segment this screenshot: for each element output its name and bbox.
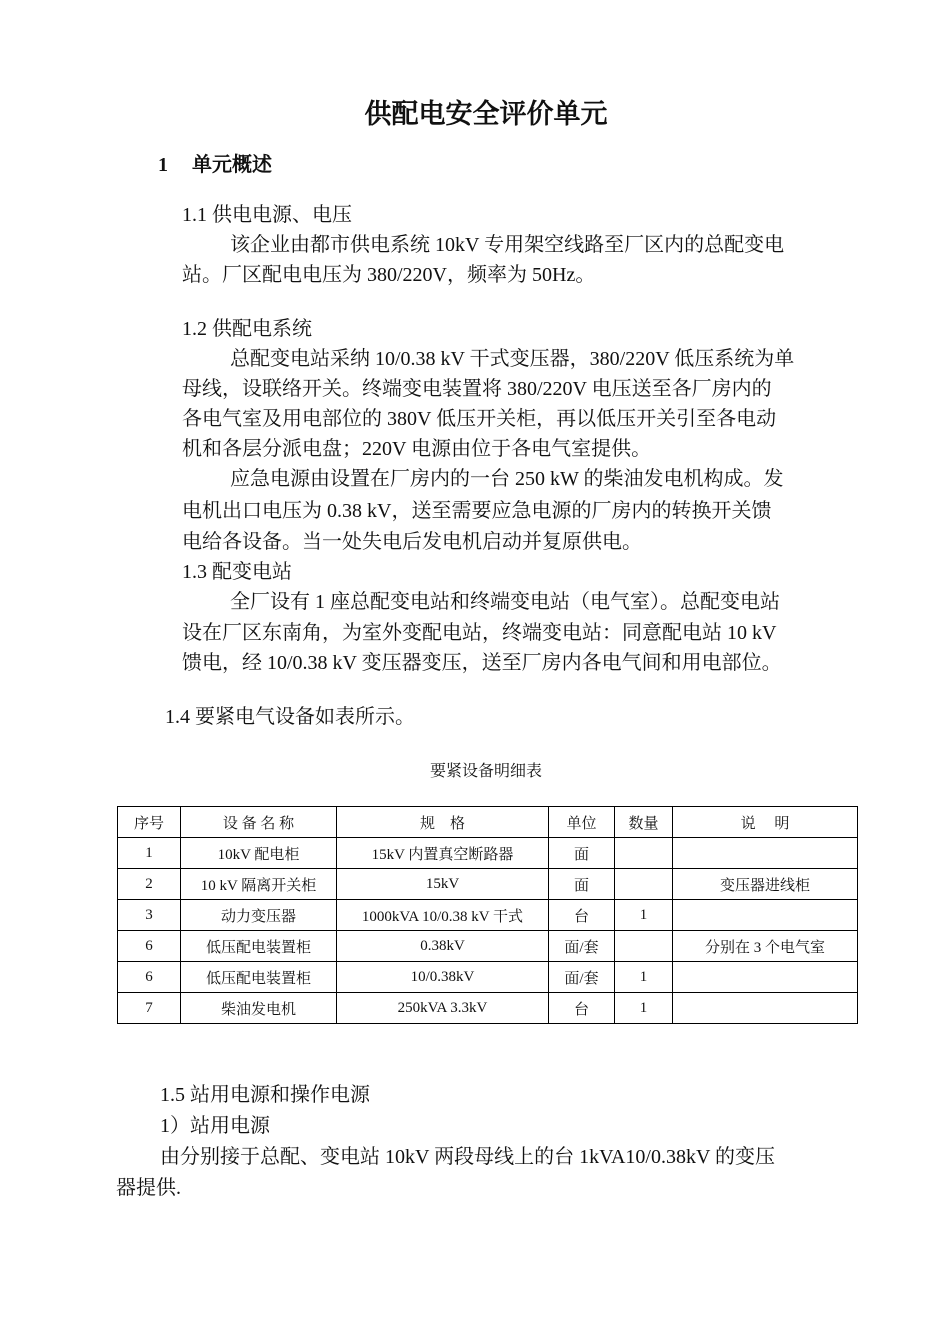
- table-cell: 10 kV 隔离开关柜: [181, 869, 337, 900]
- table-row: [118, 838, 858, 869]
- paragraph-line: 设在厂区东南角，为室外变配电站，终端变电站：同意配电站 10 kV: [182, 622, 777, 644]
- paragraph-line: 全厂设有 1 座总配变电站和终端变电站（电气室）。总配变电站: [230, 591, 780, 613]
- table-row: [118, 900, 858, 931]
- table-cell: 1: [615, 900, 673, 931]
- table-cell: 台: [549, 993, 615, 1024]
- header-cell: 说 明: [673, 807, 858, 838]
- subsection-heading-1-4: 1.4 要紧电气设备如表所示。: [165, 706, 415, 728]
- table-row: [118, 993, 858, 1024]
- table-cell: 10kV 配电柜: [181, 838, 337, 869]
- table-cell: [673, 900, 858, 931]
- table-cell: 面/套: [549, 931, 615, 962]
- table-cell: 250kVA 3.3kV: [337, 993, 549, 1024]
- paragraph-line: 电机出口电压为 0.38 kV，送至需要应急电源的厂房内的转换开关馈: [182, 500, 772, 522]
- table-cell: 6: [118, 931, 181, 962]
- table-cell: 1000kVA 10/0.38 kV 干式: [337, 900, 549, 931]
- header-cell: 序号: [118, 807, 181, 838]
- paragraph-line: 机和各层分派电盘；220V 电源由位于各电气室提供。: [182, 438, 652, 460]
- table-cell: 柴油发电机: [181, 993, 337, 1024]
- section-number: 1: [158, 154, 168, 176]
- table-cell: [673, 962, 858, 993]
- paragraph-line: 由分别接于总配、变电站 10kV 两段母线上的台 1kVA10/0.38kV 的变压: [160, 1146, 776, 1168]
- table-cell: 面/套: [549, 962, 615, 993]
- table-cell: 6: [118, 962, 181, 993]
- subsection-heading-1-2: 1.2 供配电系统: [182, 318, 312, 340]
- section-heading: [158, 148, 272, 177]
- header-cell: 设 备 名 称: [181, 807, 337, 838]
- page-title: 供配电安全评价单元: [364, 99, 608, 129]
- table-cell: 10/0.38kV: [337, 962, 549, 993]
- table-row: [118, 869, 858, 900]
- table-cell: 0.38kV: [337, 931, 549, 962]
- paragraph-line: 各电气室及用电部位的 380V 低压开关柜，再以低压开关引至各电动: [182, 408, 777, 430]
- equipment-table: [117, 806, 858, 1024]
- table-cell: 低压配电装置柜: [181, 962, 337, 993]
- table-cell: [615, 931, 673, 962]
- table-cell: 1: [615, 993, 673, 1024]
- table-cell: 台: [549, 900, 615, 931]
- header-cell: 数量: [615, 807, 673, 838]
- table-header-row: [118, 807, 858, 838]
- table-cell: [615, 838, 673, 869]
- table-cell: [615, 869, 673, 900]
- header-cell: 规 格: [337, 807, 549, 838]
- subsection-heading-1-5: 1.5 站用电源和操作电源: [160, 1084, 370, 1106]
- table-cell: 1: [118, 838, 181, 869]
- table-cell: 分别在 3 个电气室: [673, 931, 858, 962]
- subsection-heading-1-3: 1.3 配变电站: [182, 561, 292, 583]
- table-cell: 2: [118, 869, 181, 900]
- table-cell: 动力变压器: [181, 900, 337, 931]
- paragraph-line: 站。厂区配电电压为 380/220V，频率为 50Hz。: [182, 264, 596, 286]
- paragraph-line: 电给各设备。当一处失电后发电机启动并复原供电。: [182, 531, 642, 553]
- table-cell: 变压器进线柜: [673, 869, 858, 900]
- subsection-heading-1-1: 1.1 供电电源、电压: [182, 204, 352, 226]
- table-cell: 面: [549, 869, 615, 900]
- table-cell: 3: [118, 900, 181, 931]
- table-cell: [673, 993, 858, 1024]
- paragraph-line: 母线，设联络开关。终端变电装置将 380/220V 电压送至各厂房内的: [182, 378, 772, 400]
- table-cell: 15kV: [337, 869, 549, 900]
- header-cell: 单位: [549, 807, 615, 838]
- table-row: [118, 962, 858, 993]
- table-row: [118, 931, 858, 962]
- table-cell: 1: [615, 962, 673, 993]
- sub-item-heading: 1）站用电源: [160, 1115, 270, 1137]
- paragraph-line: 馈电，经 10/0.38 kV 变压器变压，送至厂房内各电气间和用电部位。: [182, 652, 782, 674]
- paragraph-line: 器提供.: [116, 1177, 181, 1199]
- table-caption: 要紧设备明细表: [429, 763, 542, 780]
- table-cell: 低压配电装置柜: [181, 931, 337, 962]
- table-cell: 7: [118, 993, 181, 1024]
- paragraph-line: 该企业由都市供电系统 10kV 专用架空线路至厂区内的总配变电: [230, 234, 785, 256]
- paragraph-line: 总配变电站采纳 10/0.38 kV 干式变压器，380/220V 低压系统为单: [230, 348, 795, 370]
- table-cell: [673, 838, 858, 869]
- table-cell: 面: [549, 838, 615, 869]
- section-title: 单元概述: [192, 154, 272, 176]
- table-cell: 15kV 内置真空断路器: [337, 838, 549, 869]
- paragraph-line: 应急电源由设置在厂房内的一台 250 kW 的柴油发电机构成。发: [230, 468, 784, 490]
